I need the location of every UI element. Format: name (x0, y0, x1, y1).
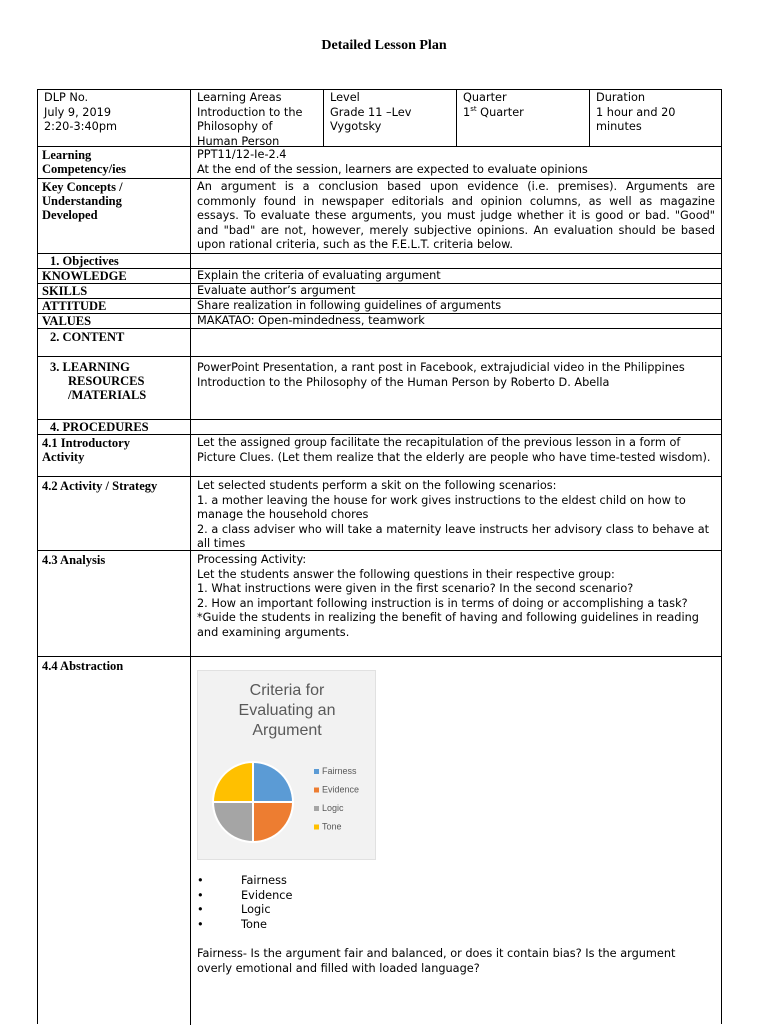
skills-row (38, 284, 721, 299)
areas-label: Learning Areas (197, 91, 282, 104)
dlp-time: 2:20-3:40pm (44, 120, 117, 133)
intro-activity-row (38, 435, 721, 477)
activity-label: 4.2 Activity / Strategy (38, 477, 191, 550)
procedures-row (38, 420, 721, 435)
objectives-label: 1. Objectives (38, 254, 191, 268)
dlp-cell (38, 90, 191, 146)
values-text: MAKATAO: Open-mindedness, teamwork (197, 314, 425, 327)
knowledge-row (38, 269, 721, 284)
attitude-text: Share realization in following guidelines of arguments (197, 299, 502, 312)
criteria-chart (197, 670, 376, 860)
dlp-label: DLP No. (44, 91, 89, 104)
pie-chart (198, 671, 377, 861)
legend-swatch-fairness (314, 769, 319, 774)
competency-row (38, 147, 721, 179)
chart-title-line-1: Criteria for (249, 682, 325, 699)
competency-label: Learning Competency/ies (38, 147, 191, 178)
pie-slice-evidence (253, 802, 293, 842)
level-line-1: Grade 11 –Lev (330, 105, 412, 119)
key-concepts-text: An argument is a conclusion based upon evidence (i.e. premises). Arguments are commonly found in newspaper editorials and opinion columns, as well as magazine essays. To evaluate these arguments, you must judge whether it is good or bad. "Good" and "bad" are not, however, merely subjective opinions. An evaluation should be based upon rational criteria, such as the F.E.L.T. criteria below. (197, 180, 715, 252)
fairness-text: Fairness- Is the argument fair and balanced, or does it contain bias? Is the argument overly emotional and filled with loaded language? (197, 947, 676, 975)
legend-swatch-evidence (314, 788, 319, 793)
knowledge-text: Explain the criteria of evaluating argument (197, 269, 441, 282)
bullet-item: • Tone (197, 917, 268, 931)
criteria-bullets (197, 874, 292, 932)
skills-text: Evaluate author’s argument (197, 284, 356, 297)
legend-label-tone: Tone (322, 821, 342, 832)
procedures-label: 4. PROCEDURES (38, 420, 191, 434)
header-row (37, 89, 722, 147)
attitude-row (38, 299, 721, 314)
chart-title-line-2: Evaluating an (238, 702, 336, 719)
level-cell (324, 90, 457, 146)
pie-slice-logic (213, 802, 253, 842)
skills-label: SKILLS (38, 284, 191, 298)
abstraction-label: 4.4 Abstraction (38, 657, 191, 1025)
dlp-date: July 9, 2019 (44, 105, 112, 119)
quarter-label: Quarter (463, 91, 507, 104)
legend-label-logic: Logic (322, 803, 344, 813)
lesson-table (37, 146, 722, 1024)
chart-title-line-3: Argument (252, 722, 322, 739)
quarter-cell (457, 90, 590, 146)
objectives-row (38, 254, 721, 269)
intro-activity-text: Let the assigned group facilitate the recapitulation of the previous lesson in a form of Picture Clues. (Let them realize that the elderly are people who have time-tested wisdom). (197, 436, 711, 464)
level-label: Level (330, 91, 360, 104)
intro-activity-label: 4.1 Introductory Activity (38, 435, 191, 476)
bullet-item: • Evidence (197, 888, 293, 902)
bullet-item: • Logic (197, 903, 271, 917)
resources-text: PowerPoint Presentation, a rant post in Facebook, extrajudicial video in the Philippines Introduction to the Philosophy of the Human Person by Roberto D. Abella (197, 361, 685, 389)
legend-swatch-tone (314, 825, 319, 830)
resources-row (38, 357, 721, 420)
duration-label: Duration (596, 91, 646, 104)
analysis-text: Processing Activity: Let the students answer the following questions in their respective group: 1. What instructions were given in the first scenario? In the second scenario? 2. How an important following instruction is in terms of doing or accomplishing a task? *Guide the students in realizing the benefit of having and following guidelines in reading and examining arguments. (197, 553, 699, 639)
legend-label-fairness: Fairness (322, 766, 357, 776)
pie-slice-tone (213, 762, 253, 802)
activity-row (38, 477, 721, 551)
content-label: 2. CONTENT (38, 329, 191, 356)
duration-cell (590, 90, 721, 146)
quarter-value: 1st Quarter (463, 104, 524, 119)
competency-text: PPT11/12-Ie-2.4 At the end of the session, learners are expected to evaluate opinions (197, 148, 588, 176)
level-line-2: Vygotsky (330, 120, 382, 133)
knowledge-label: KNOWLEDGE (38, 269, 191, 283)
areas-line-2: Philosophy of (197, 120, 273, 133)
activity-text: Let selected students perform a skit on the following scenarios: 1. a mother leaving the house for work gives instructions to the eldest child on how to manage the household chores 2. a class adviser who will take a maternity leave instructs her advisory class to behave at all times (197, 479, 710, 551)
page-title: Detailed Lesson Plan (321, 38, 447, 53)
values-row (38, 314, 721, 329)
analysis-label: 4.3 Analysis (38, 551, 191, 656)
analysis-row (38, 551, 721, 657)
key-concepts-label: Key Concepts / Understanding Developed (38, 179, 191, 253)
legend-swatch-logic (314, 806, 319, 811)
key-concepts-row (38, 179, 721, 254)
areas-line-3: Human Person (197, 134, 280, 148)
duration-line-1: 1 hour and 20 (596, 105, 676, 119)
duration-line-2: minutes (596, 120, 642, 133)
content-row (38, 329, 721, 357)
values-label: VALUES (38, 314, 191, 328)
learning-areas-cell (191, 90, 324, 146)
abstraction-row (38, 657, 721, 1025)
areas-line-1: Introduction to the (197, 105, 303, 119)
pie-slice-fairness (253, 762, 293, 802)
legend-label-evidence: Evidence (322, 784, 360, 795)
resources-label: 3. LEARNING RESOURCES /MATERIALS (38, 357, 191, 419)
bullet-item: • Fairness (197, 874, 287, 887)
attitude-label: ATTITUDE (38, 299, 191, 313)
